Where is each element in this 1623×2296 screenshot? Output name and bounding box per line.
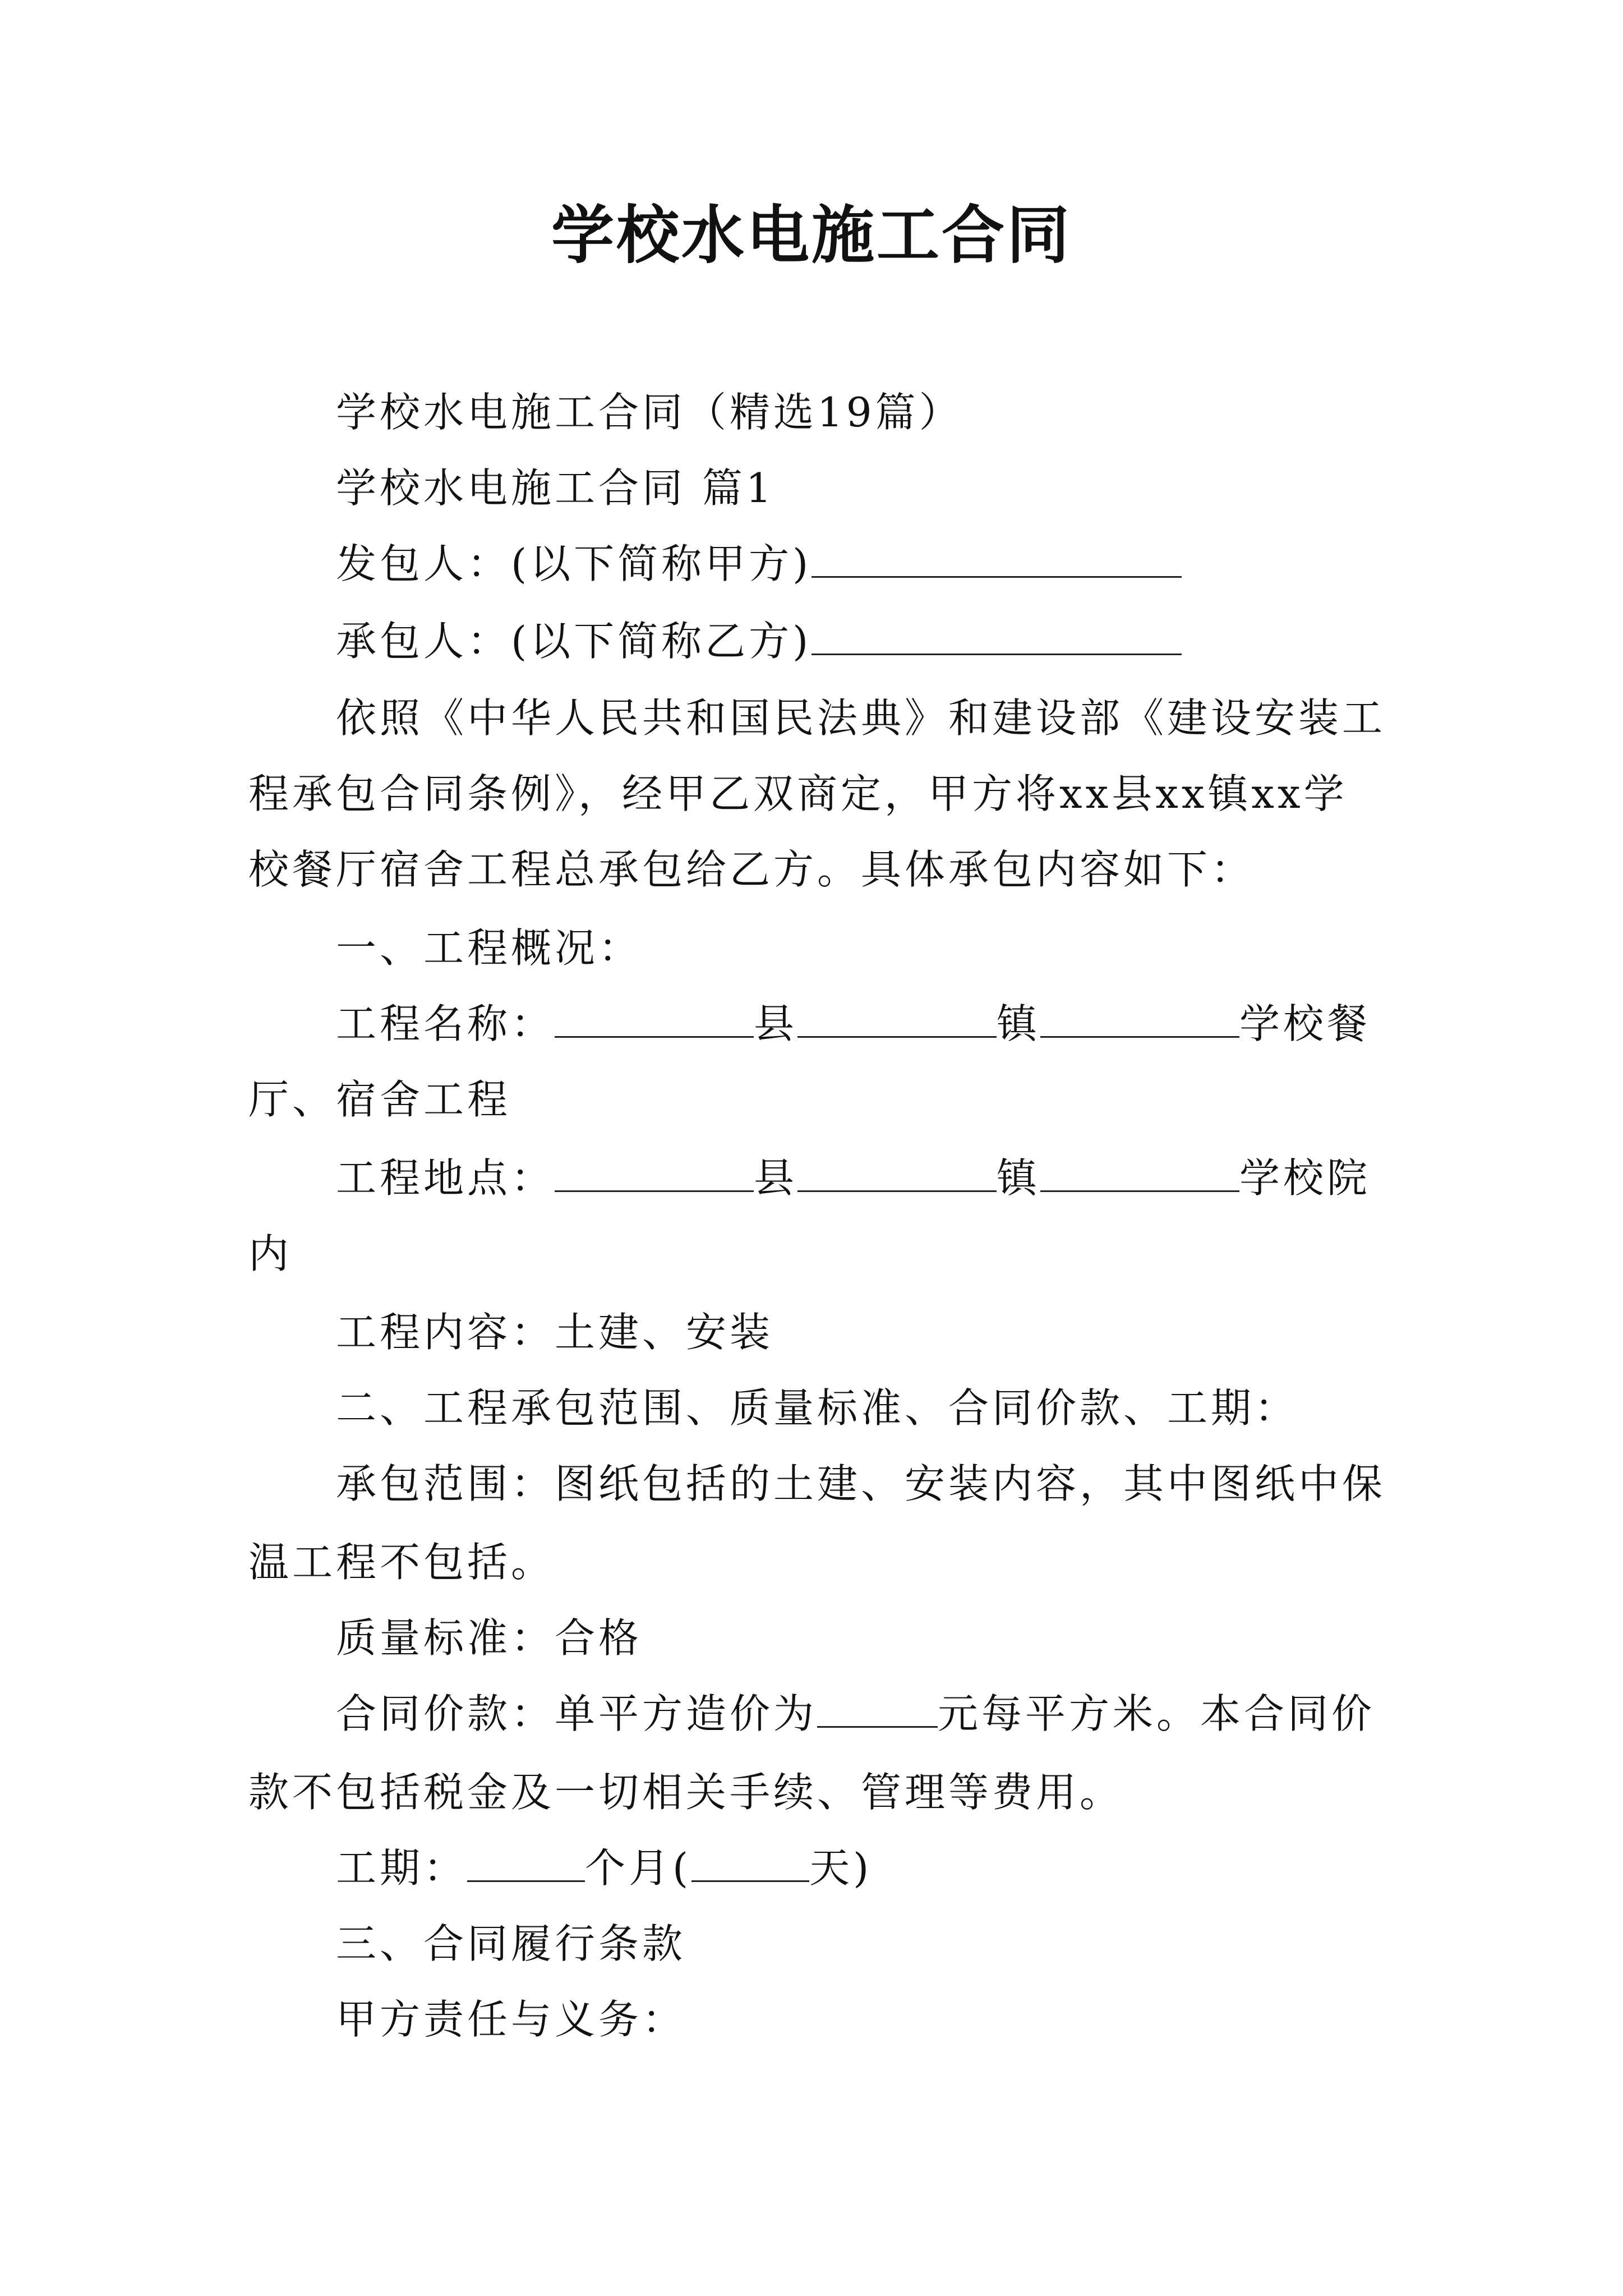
section-heading: 一、工程概况： <box>336 924 643 972</box>
fill-blank <box>1040 1001 1239 1038</box>
field-label: 工程名称： <box>336 1000 555 1047</box>
party-a-line <box>248 539 1393 589</box>
fill-blank <box>797 1156 997 1192</box>
contract-price-line <box>248 1688 1393 1739</box>
party-a-blank <box>811 541 1182 578</box>
field-text: 学校餐 <box>1239 1000 1371 1047</box>
fill-blank <box>1040 1156 1239 1192</box>
section-heading: 二、工程承包范围、质量标准、合同价款、工期： <box>336 1384 1299 1432</box>
field-text: 个月( <box>585 1844 692 1892</box>
field-text: 县 <box>754 1000 798 1047</box>
party-a-label: 发包人：(以下简称甲方) <box>336 540 812 587</box>
project-location-line <box>248 1153 1393 1203</box>
paragraph-line: 甲方责任与义务： <box>336 1996 686 2043</box>
paragraph-line: 质量标准：合格 <box>336 1614 643 1662</box>
field-text: 元每平方米。本合同价 <box>938 1690 1376 1737</box>
fill-blank <box>691 1846 809 1882</box>
party-b-blank <box>811 619 1182 655</box>
field-label: 工程地点： <box>336 1154 555 1202</box>
paragraph-line: 校餐厅宿舍工程总承包给乙方。具体承包内容如下： <box>248 846 1255 893</box>
paragraph-line: 依照《中华人民共和国民法典》和建设部《建设安装工 <box>336 694 1386 742</box>
field-label: 合同价款：单平方造价为 <box>336 1690 818 1737</box>
party-b-label: 承包人：(以下简称乙方) <box>336 618 812 665</box>
fill-blank <box>797 1001 997 1038</box>
section-heading: 三、合同履行条款 <box>336 1920 686 1967</box>
fill-blank <box>817 1691 938 1728</box>
duration-line <box>248 1843 1393 1893</box>
project-name-line <box>248 999 1393 1049</box>
fill-blank <box>555 1001 754 1038</box>
field-text: 镇 <box>997 1154 1041 1202</box>
paragraph-line: 款不包括税金及一切相关手续、管理等费用。 <box>248 1769 1124 1816</box>
paragraph-line: 承包范围：图纸包括的土建、安装内容，其中图纸中保 <box>336 1460 1386 1507</box>
field-text: 县 <box>754 1154 798 1202</box>
field-label: 工期： <box>336 1844 468 1892</box>
paragraph-line: 工程内容：土建、安装 <box>336 1309 774 1356</box>
paragraph-line: 温工程不包括。 <box>248 1539 555 1586</box>
field-text: 镇 <box>997 1000 1041 1047</box>
section-heading: 学校水电施工合同 篇1 <box>336 464 775 512</box>
paragraph-line: 厅、宿舍工程 <box>248 1076 511 1123</box>
fill-blank <box>555 1156 754 1192</box>
field-text: 学校院 <box>1239 1154 1371 1202</box>
document-title: 学校水电施工合同 <box>551 199 1072 272</box>
subtitle-line: 学校水电施工合同（精选19篇） <box>336 389 963 436</box>
fill-blank <box>467 1846 585 1882</box>
paragraph-line: 程承包合同条例》，经甲乙双商定，甲方将xx县xx镇xx学 <box>248 770 1348 817</box>
field-text: 天) <box>809 1844 873 1892</box>
party-b-line <box>248 616 1393 666</box>
paragraph-line: 内 <box>248 1230 293 1277</box>
